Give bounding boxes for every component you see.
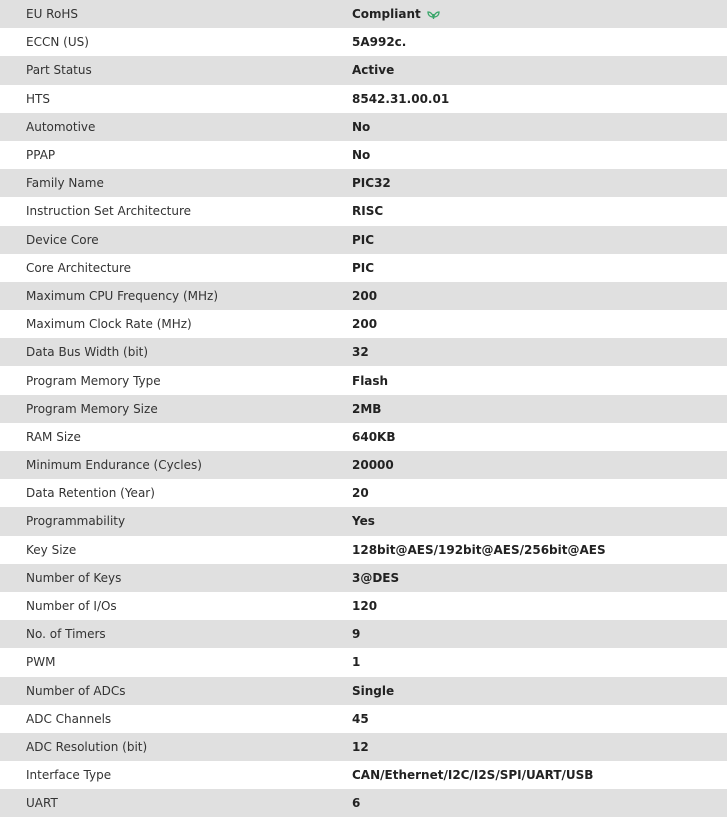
spec-row	[0, 648, 727, 676]
spec-label: Part Status	[26, 63, 92, 78]
spec-value	[352, 571, 399, 585]
spec-row	[0, 366, 727, 394]
spec-row	[0, 677, 727, 705]
spec-value	[352, 796, 360, 810]
spec-label: HTS	[26, 91, 50, 106]
spec-value-text: 2MB	[352, 401, 382, 416]
spec-label: PWM	[26, 655, 56, 670]
spec-row	[0, 423, 727, 451]
spec-value	[352, 120, 370, 134]
spec-value-text: 20	[352, 486, 369, 501]
spec-value-text: 3@DES	[352, 570, 400, 585]
spec-value-text: Compliant	[352, 7, 421, 22]
spec-value-text: 200	[352, 317, 378, 332]
spec-label: Device Core	[26, 232, 99, 247]
spec-value-text: 200	[352, 288, 378, 303]
spec-value-text: 32	[352, 345, 369, 360]
spec-value	[352, 486, 369, 500]
spec-label: Instruction Set Architecture	[26, 204, 192, 219]
spec-value-text: 128bit@AES/192bit@AES/256bit@AES	[352, 542, 606, 557]
spec-value-text: 45	[352, 711, 369, 726]
spec-label: Programmability	[26, 514, 126, 529]
spec-label: Number of ADCs	[26, 683, 126, 698]
spec-value	[352, 458, 394, 472]
spec-value-text: 6	[352, 796, 361, 811]
spec-row	[0, 113, 727, 141]
spec-label: Number of I/Os	[26, 599, 117, 614]
spec-value	[352, 345, 369, 359]
spec-value-text: No	[352, 148, 371, 163]
spec-row	[0, 197, 727, 225]
spec-label: Data Bus Width (bit)	[26, 345, 149, 360]
spec-value	[352, 599, 377, 613]
spec-row	[0, 761, 727, 789]
spec-label: Interface Type	[26, 768, 112, 783]
spec-value-text: 9	[352, 627, 361, 642]
spec-value	[352, 374, 388, 388]
spec-value-text: PIC	[352, 260, 375, 275]
spec-row	[0, 28, 727, 56]
spec-row	[0, 85, 727, 113]
spec-value	[352, 63, 394, 77]
spec-label: EU RoHS	[26, 7, 78, 22]
spec-row	[0, 338, 727, 366]
spec-value	[352, 92, 449, 106]
spec-row	[0, 0, 727, 28]
spec-label: RAM Size	[26, 429, 81, 444]
spec-value	[352, 176, 391, 190]
spec-value	[352, 514, 375, 528]
spec-row	[0, 310, 727, 338]
spec-row	[0, 705, 727, 733]
spec-label: Maximum CPU Frequency (MHz)	[26, 288, 218, 303]
spec-label: Minimum Endurance (Cycles)	[26, 458, 202, 473]
spec-value	[352, 430, 396, 444]
spec-label: Core Architecture	[26, 260, 132, 275]
spec-value	[352, 740, 369, 754]
spec-value-text: PIC	[352, 232, 375, 247]
spec-row	[0, 479, 727, 507]
spec-value	[352, 35, 406, 49]
spec-value	[352, 627, 360, 641]
spec-label: Number of Keys	[26, 570, 122, 585]
leaf-icon	[427, 9, 440, 19]
spec-row	[0, 226, 727, 254]
spec-value	[352, 543, 606, 557]
spec-value	[352, 684, 394, 698]
spec-value	[352, 204, 383, 218]
spec-value-text: 5A992c.	[352, 35, 407, 50]
spec-label: Program Memory Type	[26, 373, 161, 388]
spec-label: ADC Channels	[26, 711, 112, 726]
spec-row	[0, 282, 727, 310]
spec-value	[352, 712, 369, 726]
spec-value	[352, 289, 377, 303]
spec-value-text: Flash	[352, 373, 389, 388]
spec-row	[0, 733, 727, 761]
spec-row	[0, 789, 727, 817]
spec-row	[0, 536, 727, 564]
spec-value-text: No	[352, 119, 371, 134]
spec-row	[0, 141, 727, 169]
spec-row	[0, 592, 727, 620]
spec-value	[352, 768, 593, 782]
spec-label: Program Memory Size	[26, 401, 158, 416]
spec-label: UART	[26, 796, 58, 811]
spec-value-text: 120	[352, 599, 378, 614]
spec-value	[352, 261, 374, 275]
spec-row	[0, 169, 727, 197]
spec-value	[352, 148, 370, 162]
spec-row	[0, 451, 727, 479]
spec-label: Automotive	[26, 119, 96, 134]
spec-value-text: Single	[352, 683, 395, 698]
spec-value	[352, 655, 360, 669]
spec-value	[352, 233, 374, 247]
spec-row	[0, 56, 727, 84]
spec-value-text: PIC32	[352, 176, 391, 191]
spec-row	[0, 620, 727, 648]
spec-row	[0, 395, 727, 423]
spec-label: Key Size	[26, 542, 77, 557]
spec-value-text: 12	[352, 739, 369, 754]
spec-row	[0, 507, 727, 535]
spec-value-text: 8542.31.00.01	[352, 91, 450, 106]
spec-value-text: 20000	[352, 458, 394, 473]
spec-label: PPAP	[26, 148, 56, 163]
spec-label: Family Name	[26, 176, 104, 191]
spec-value-text: RISC	[352, 204, 384, 219]
spec-label: No. of Timers	[26, 627, 106, 642]
spec-value-text: 640KB	[352, 429, 396, 444]
spec-label: ECCN (US)	[26, 35, 89, 50]
spec-value	[352, 317, 377, 331]
spec-label: Data Retention (Year)	[26, 486, 155, 501]
spec-value-text: 1	[352, 655, 361, 670]
spec-value-text: Active	[352, 63, 395, 78]
spec-value-text: CAN/Ethernet/I2C/I2S/SPI/UART/USB	[352, 768, 594, 783]
spec-label: Maximum Clock Rate (MHz)	[26, 317, 192, 332]
spec-row	[0, 564, 727, 592]
spec-row	[0, 254, 727, 282]
spec-value	[352, 7, 440, 21]
spec-label: ADC Resolution (bit)	[26, 739, 148, 754]
spec-value	[352, 402, 381, 416]
spec-value-text: Yes	[352, 514, 375, 529]
